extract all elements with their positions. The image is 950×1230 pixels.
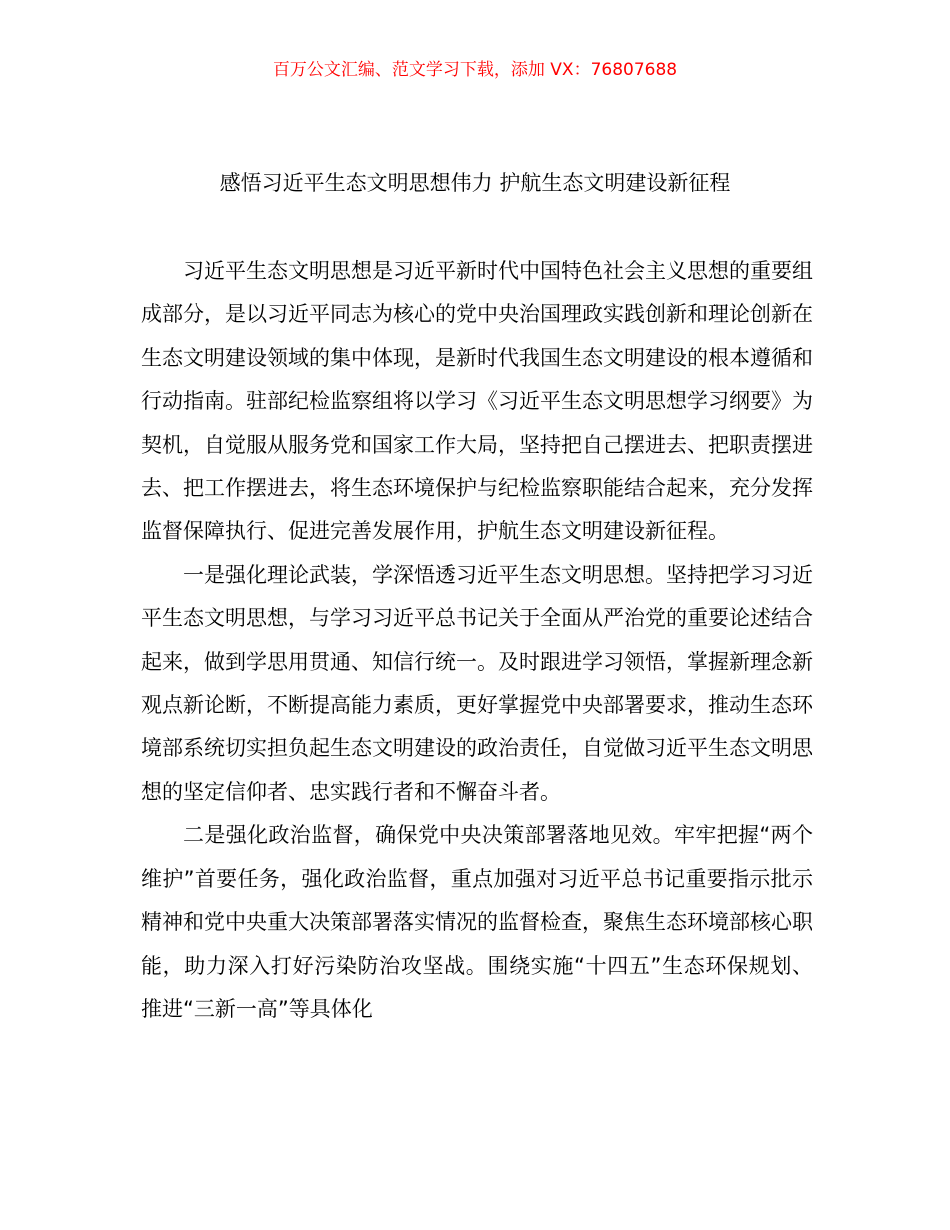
document-title: 感悟习近平生态文明思想伟力 护航生态文明建设新征程 (219, 171, 731, 195)
paragraph-intro: 习近平生态文明思想是习近平新时代中国特色社会主义思想的重要组成部分，是以习近平同志为核心的党中央治国理政实践创新和理论创新在生态文明建设领域的集中体现，是新时代我国生态文明建设的根本遵循和行动指南。驻部纪检监察组将以学习《习近平生态文明思想学习纲要》为契机，自觉服从服务党和国家工作大局，坚持把自己摆进去、把职责摆进去、把工作摆进去，将生态环境保护与纪检监察职能结合起来，充分发挥监督保障执行、促进完善发展作用，护航生态文明建设新征程。 (141, 259, 813, 544)
header-banner: 百万公文汇编、范文学习下载，添加 VX：76807688 (272, 60, 678, 80)
paragraph-point-one: 一是强化理论武装，学深悟透习近平生态文明思想。坚持把学习习近平生态文明思想，与学习习近平总书记关于全面从严治党的重要论述结合起来，做到学思用贯通、知信行统一。及时跟进学习领悟，掌握新理念新观点新论断，不断提高能力素质，更好掌握党中央部署要求，推动生态环境部系统切实担负起生态文明建设的政治责任，自觉做习近平生态文明思想的坚定信仰者、忠实践行者和不懈奋斗者。 (141, 562, 813, 804)
document-body (141, 250, 813, 1031)
paragraph-point-two: 二是强化政治监督，确保党中央决策部署落地见效。牢牢把握“两个维护”首要任务，强化政治监督，重点加强对习近平总书记重要指示批示精神和党中央重大决策部署落实情况的监督检查，聚焦生态环境部核心职能，助力深入打好污染防治攻坚战。围绕实施“十四五”生态环保规划、推进“三新一高”等具体化 (141, 823, 813, 1021)
